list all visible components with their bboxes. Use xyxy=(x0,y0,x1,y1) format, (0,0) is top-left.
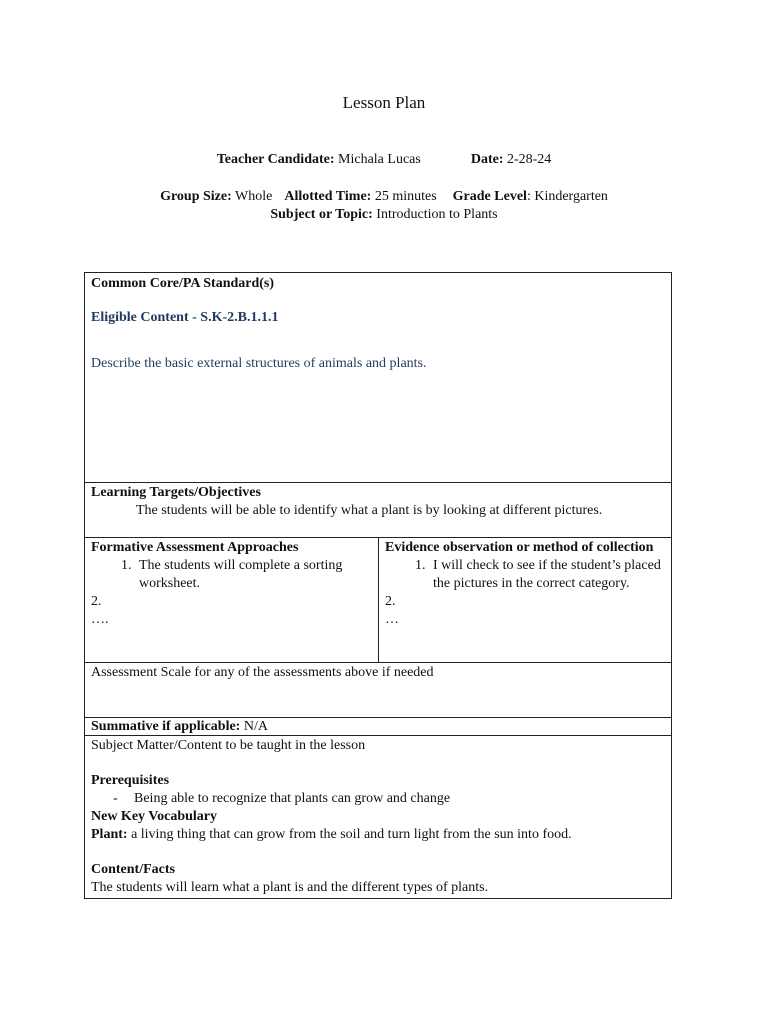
formative-item: 1. The students will complete a sorting worksheet. xyxy=(135,557,372,593)
facts-text: The students will learn what a plant is and the different types of plants. xyxy=(91,880,489,895)
content-cell xyxy=(85,736,672,899)
standards-row xyxy=(85,273,672,483)
content-intro: Subject Matter/Content to be taught in the lesson xyxy=(91,738,366,753)
objectives-row xyxy=(85,483,672,538)
objectives-text: The students will be able to identify what a plant is by looking at different pictures. xyxy=(136,503,603,518)
evidence-item: 1. I will check to see if the student’s placed the pictures in the correct category. xyxy=(429,557,665,593)
grade-value: : Kindergarten xyxy=(526,189,608,204)
evidence-heading: Evidence observation or method of collection xyxy=(385,540,654,555)
evidence-list xyxy=(385,557,665,593)
group-time-grade-line xyxy=(0,189,768,205)
summative-row xyxy=(85,718,672,736)
plant-definition: a living thing that can grow from the soil and turn light from the sun into food. xyxy=(131,827,572,842)
evidence-cell xyxy=(379,538,672,663)
evidence-item-2: 2. xyxy=(385,594,396,609)
objectives-heading: Learning Targets/Objectives xyxy=(91,485,261,500)
vocab-plant xyxy=(91,826,665,844)
assessment-row xyxy=(85,538,672,663)
prereq-heading: Prerequisites xyxy=(91,773,170,788)
scale-row xyxy=(85,663,672,718)
grade-label: Grade Level xyxy=(452,189,527,204)
content-row xyxy=(85,736,672,899)
evidence-item-3: … xyxy=(385,612,399,627)
date-value: 2-28-24 xyxy=(506,152,552,167)
subject-value: Introduction to Plants xyxy=(376,207,498,222)
time-label: Allotted Time: xyxy=(284,189,372,204)
subject-label: Subject or Topic: xyxy=(270,207,373,222)
group-label: Group Size: xyxy=(160,189,232,204)
formative-item-2: 2. xyxy=(91,594,102,609)
standard-description: Describe the basic external structures of animals and plants. xyxy=(91,356,427,371)
formative-list xyxy=(91,557,372,593)
prereq-text: Being able to recognize that plants can grow and change xyxy=(134,791,451,806)
teacher-date-line xyxy=(0,152,768,168)
teacher-value: Michala Lucas xyxy=(338,152,421,167)
scale-cell xyxy=(85,663,672,718)
standards-cell xyxy=(85,273,672,483)
vocab-heading: New Key Vocabulary xyxy=(91,809,217,824)
teacher-label: Teacher Candidate: xyxy=(216,152,335,167)
objectives-cell xyxy=(85,483,672,538)
scale-text: Assessment Scale for any of the assessments above if needed xyxy=(91,665,434,680)
formative-cell xyxy=(85,538,379,663)
formative-item-3: …. xyxy=(91,612,109,627)
summative-cell xyxy=(85,718,672,736)
eligible-content: Eligible Content - S.K-2.B.1.1.1 xyxy=(91,310,279,325)
time-value: 25 minutes xyxy=(374,189,437,204)
prereq-item xyxy=(91,790,665,808)
group-value: Whole xyxy=(235,189,273,204)
summative-value: N/A xyxy=(243,719,268,734)
date-label: Date: xyxy=(470,152,504,167)
plant-term: Plant: xyxy=(91,827,128,842)
facts-heading: Content/Facts xyxy=(91,862,175,877)
lesson-plan-table xyxy=(84,272,672,899)
dash-bullet: - xyxy=(113,791,118,806)
page-title: Lesson Plan xyxy=(342,93,426,112)
formative-heading: Formative Assessment Approaches xyxy=(91,540,299,555)
standards-heading: Common Core/PA Standard(s) xyxy=(91,276,275,291)
summative-label: Summative if applicable: xyxy=(91,719,241,734)
subject-line xyxy=(0,207,768,223)
